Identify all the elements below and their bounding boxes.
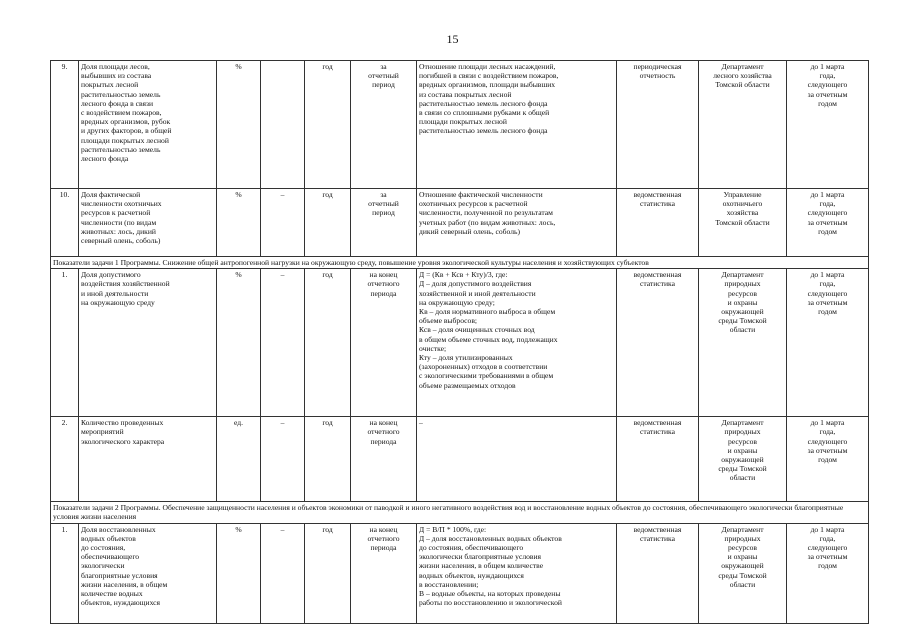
cell-responsible: Управление охотничьего хозяйства Томской области [699,189,787,257]
cell-base-value: – [261,189,305,257]
cell-source: ведомственная статистика [617,189,699,257]
cell-deadline: до 1 марта года, следующего за отчетным годом [787,417,869,502]
cell-responsible: Департамент лесного хозяйства Томской области [699,61,787,189]
cell-periodicity: год [305,417,351,502]
cell-unit: % [217,269,261,417]
cell-unit: % [217,61,261,189]
cell-unit: % [217,523,261,623]
cell-deadline: до 1 марта года, следующего за отчетным годом [787,269,869,417]
page-number: 15 [446,32,459,46]
cell-indicator-name: Доля допустимого воздействия хозяйственной и иной деятельности на окружающую среду [79,269,217,417]
cell-indicator-name: Доля восстановленных водных объектов до состояния, обеспечивающего экологически благоприятные условия жизни населения, в общем количестве водных объектов, нуждающихся [79,523,217,623]
cell-responsible: Департамент природных ресурсов и охраны окружающей среды Томской области [699,269,787,417]
cell-deadline: до 1 марта года, следующего за отчетным годом [787,61,869,189]
cell-base-value: – [261,523,305,623]
cell-method: Отношение площади лесных насаждений, погибшей в связи с воздействием пожаров, вредных организмов, площади выбывших из состава покрытых лесной растительностью земель лесного фонда в связи со сплошными рубками к общей площади покрытых лесной растительностью земель лесного фонда [417,61,617,189]
table-row [51,269,869,417]
cell-deadline: до 1 марта года, следующего за отчетным годом [787,189,869,257]
cell-base-value: – [261,269,305,417]
cell-number: 1. [51,269,79,417]
cell-source: периодическая отчетность [617,61,699,189]
cell-periodicity: год [305,61,351,189]
cell-number: 10. [51,189,79,257]
cell-source: ведомственная статистика [617,523,699,623]
table-row [51,61,869,189]
cell-method: Д = В/П * 100%, где: Д – доля восстановленных водных объектов до состояния, обеспечивающего экологически благоприятные условия жизни населения, в общем количестве водных объектов, нуждающихся в восстановлении; В – водные объекты, на которых проведены работы по восстановлению и экологической [417,523,617,623]
cell-indicator-name: Количество проведенных мероприятий экологического характера [79,417,217,502]
cell-method: Отношение фактической численности охотничьих ресурсов к расчетной численности, полученной по результатам учетных работ (по видам животных: лось, дикий северный олень, соболь) [417,189,617,257]
cell-date: на конец отчетного периода [351,417,417,502]
cell-method: – [417,417,617,502]
cell-periodicity: год [305,189,351,257]
table-row [51,417,869,502]
cell-deadline: до 1 марта года, следующего за отчетным годом [787,523,869,623]
section-1-heading: Показатели задачи 1 Программы. Снижение общей антропогенной нагрузки на окружающую среду, повышение уровня экологической культуры населения и хозяйствующих субъектов [51,257,869,269]
section-1 [51,257,869,269]
cell-base-value: – [261,417,305,502]
indicators-table [50,60,869,624]
cell-date: за отчетный период [351,61,417,189]
table-body-top [51,61,869,257]
cell-unit: % [217,189,261,257]
cell-source: ведомственная статистика [617,269,699,417]
cell-periodicity: год [305,523,351,623]
cell-responsible: Департамент природных ресурсов и охраны окружающей среды Томской области [699,523,787,623]
cell-number: 2. [51,417,79,502]
cell-number: 9. [51,61,79,189]
cell-method: Д = (Кв + Ксв + Кту)/3, где: Д – доля допустимого воздействия хозяйственной и иной деятельности на окружающую среду; Кв – доля нормативного выброса в общем объеме выбросов; Ксв – доля очищенных сточных вод в общем объеме сточных вод, подлежащих очистке; Кту – доля утилизированных (захороненных) отходов в соответствии с экологическими требованиями в общем объеме размещаемых отходов [417,269,617,417]
cell-date: на конец отчетного периода [351,269,417,417]
table-row [51,189,869,257]
cell-base-value [261,61,305,189]
cell-indicator-name: Доля фактической численности охотничьих ресурсов к расчетной численности (по видам животных: лось, дикий северный олень, соболь) [79,189,217,257]
cell-date: за отчетный период [351,189,417,257]
cell-periodicity: год [305,269,351,417]
table-body-section-1 [51,269,869,502]
cell-number: 1. [51,523,79,623]
table-body-section-2 [51,523,869,623]
table-row [51,523,869,623]
section-2 [51,502,869,523]
cell-unit: ед. [217,417,261,502]
cell-source: ведомственная статистика [617,417,699,502]
cell-responsible: Департамент природных ресурсов и охраны окружающей среды Томской области [699,417,787,502]
cell-indicator-name: Доля площади лесов, выбывших из состава покрытых лесной растительностью земель лесного фонда в связи с воздействием пожаров, вредных организмов, рубок и других факторов, в общей площади покрытых лесной растительностью земель лесного фонда [79,61,217,189]
section-2-heading: Показатели задачи 2 Программы. Обеспечение защищенности населения и объектов экономики от паводкой и иного негативного воздействия вод и восстановление водных объектов до состояния, обеспечивающего экологически благоприятные условия жизни населения [51,502,869,523]
cell-date: на конец отчетного периода [351,523,417,623]
